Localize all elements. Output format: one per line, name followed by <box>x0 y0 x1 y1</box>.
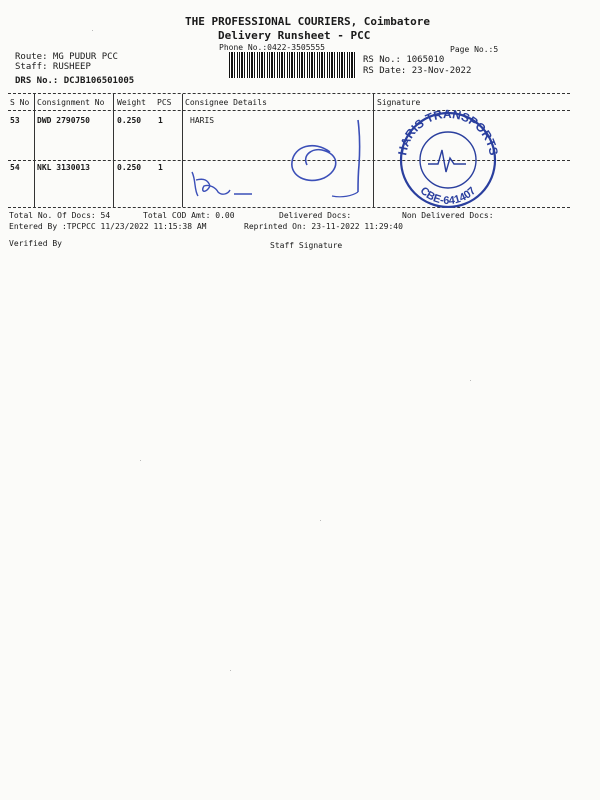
staff-signature-label: Staff Signature <box>270 241 343 250</box>
column-divider <box>113 94 114 207</box>
row-sno: 54 <box>10 163 20 172</box>
row-consignment: DWD 2790750 <box>37 116 90 125</box>
table-top-rule <box>8 93 570 94</box>
sheet-title: Delivery Runsheet - PCC <box>218 29 371 42</box>
column-header-consignee: Consignee Details <box>185 98 267 107</box>
scan-speck <box>470 380 471 381</box>
row-weight: 0.250 <box>117 116 142 125</box>
staff-label: Staff: RUSHEEP <box>15 62 91 72</box>
entered-by: Entered By :TPCPCC 11/23/2022 11:15:38 AM <box>9 222 207 231</box>
scan-speck <box>320 520 321 521</box>
reprinted-on: Reprinted On: 23-11-2022 11:29:40 <box>244 222 403 231</box>
scan-speck <box>92 30 93 31</box>
column-header-weight: Weight <box>117 98 146 107</box>
row-weight: 0.250 <box>117 163 142 172</box>
page-number: Page No.:5 <box>450 45 499 54</box>
column-header-consignment: Consignment No <box>37 98 105 107</box>
scan-speck <box>140 460 141 461</box>
haris-transports-stamp <box>392 108 504 208</box>
column-header-pcs: PCS <box>157 98 172 107</box>
row-consignee: HARIS <box>190 116 215 125</box>
handwritten-signatures <box>182 110 372 207</box>
column-header-signature: Signature <box>377 98 421 107</box>
column-divider <box>34 94 35 207</box>
column-divider <box>373 94 374 207</box>
phone-number: Phone No.:0422-3505555 <box>219 43 325 52</box>
stamp-top-text: HARIS TRANSPORTS <box>395 108 501 157</box>
row-sno: 53 <box>10 116 20 125</box>
drs-number: DRS No.: DCJB106501005 <box>15 76 135 86</box>
row-pcs: 1 <box>158 163 163 172</box>
scan-speck <box>230 670 231 671</box>
delivered-docs: Delivered Docs: <box>279 211 352 220</box>
rs-date: RS Date: 23-Nov-2022 <box>363 66 472 76</box>
total-docs: Total No. Of Docs: 54 <box>9 211 111 220</box>
total-cod: Total COD Amt: 0.00 <box>143 211 235 220</box>
stamp-bottom-text: CBE-641407 <box>417 184 479 208</box>
rs-number: RS No.: 1065010 <box>363 55 445 65</box>
column-header-sno: S No <box>10 98 30 107</box>
verified-by-label: Verified By <box>9 239 62 248</box>
row-pcs: 1 <box>158 116 163 125</box>
company-title: THE PROFESSIONAL COURIERS, Coimbatore <box>185 15 431 28</box>
non-delivered-docs: Non Delivered Docs: <box>402 211 494 220</box>
barcode <box>229 52 357 78</box>
route-label: Route: MG PUDUR PCC <box>15 52 118 62</box>
row-consignment: NKL 3130013 <box>37 163 90 172</box>
